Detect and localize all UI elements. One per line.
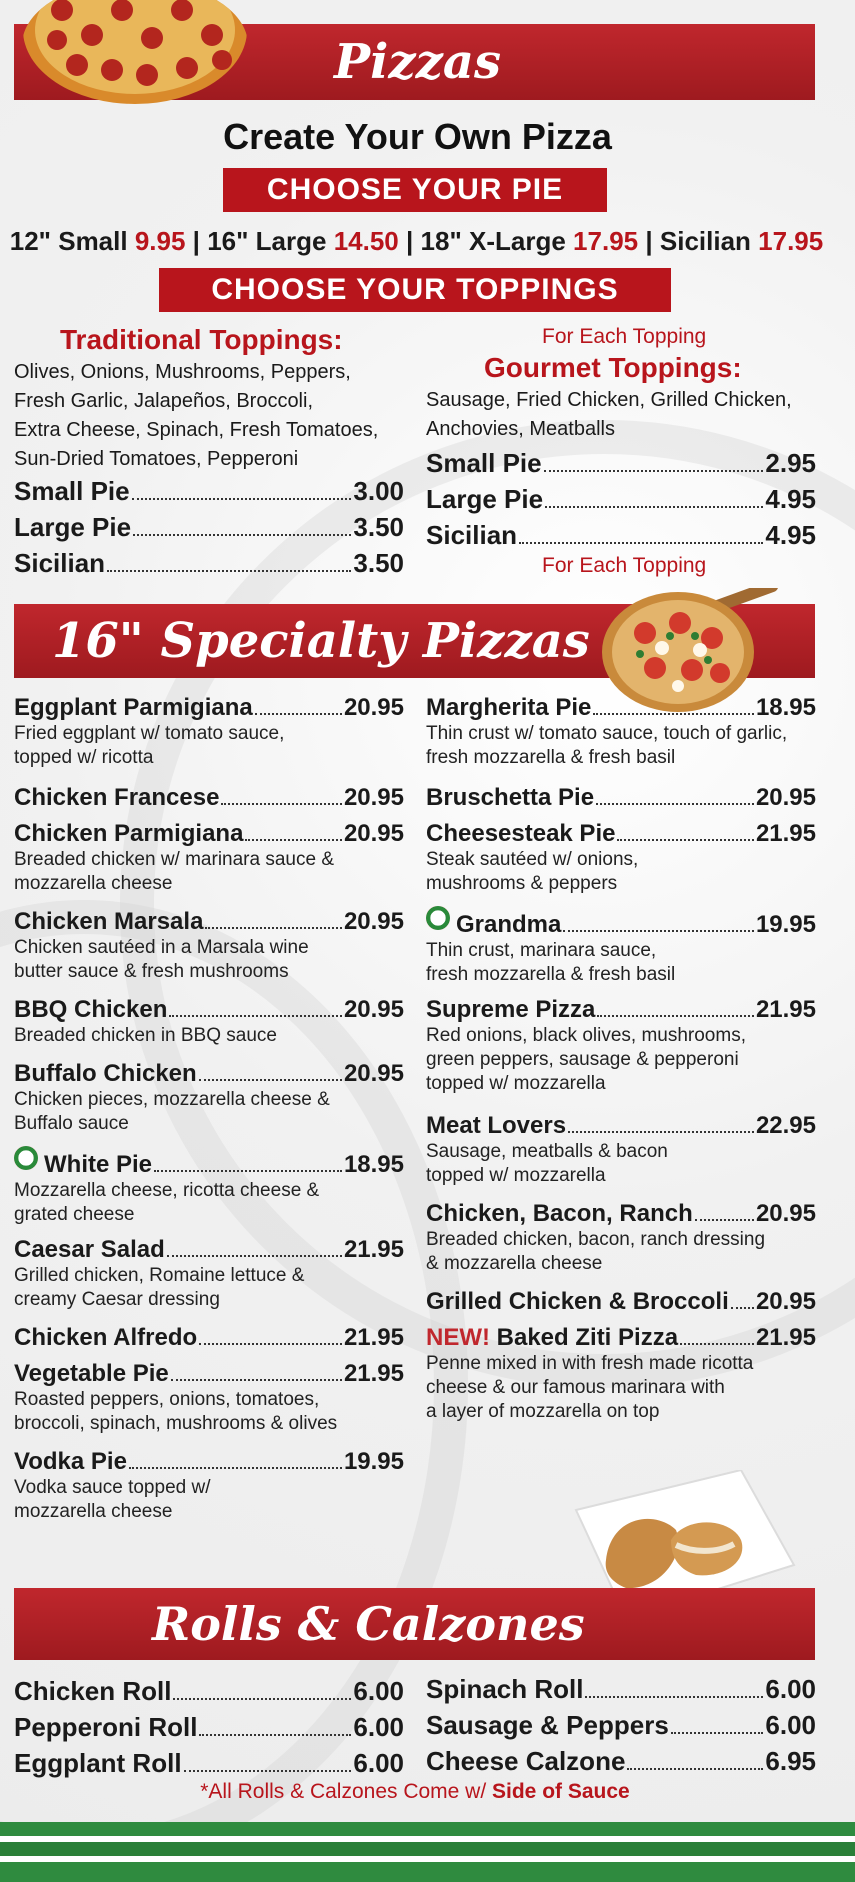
specialty-item-description: topped w/ mozzarella: [426, 1073, 606, 1094]
specialty-item-name: Meat Lovers: [426, 1112, 567, 1139]
separator: |: [645, 226, 653, 256]
gourmet-price-row: [426, 484, 816, 515]
specialty-item-description: broccoli, spinach, mushrooms & olives: [14, 1413, 338, 1434]
specialty-item-head: [14, 820, 404, 848]
item-name: Sausage & Peppers: [426, 1710, 669, 1740]
specialty-item: [426, 1112, 816, 1188]
size-label: Small Pie: [426, 448, 542, 478]
specialty-item-price: 21.95: [343, 1236, 404, 1263]
topping-line: Olives, Onions, Mushrooms, Peppers,: [14, 361, 351, 383]
specialty-item-description: grated cheese: [14, 1204, 135, 1225]
gourmet-price-row: [426, 448, 816, 479]
price: 6.00: [765, 1710, 816, 1740]
specialty-item-price: 20.95: [343, 784, 404, 811]
specialty-item-name: Eggplant Parmigiana: [14, 694, 253, 721]
specialty-item-price: 22.95: [755, 1112, 816, 1139]
rolls-item: [426, 1674, 816, 1705]
specialty-item-description: Sausage, meatballs & bacon: [426, 1141, 668, 1162]
separator: |: [406, 226, 414, 256]
price: 6.00: [353, 1676, 404, 1706]
specialty-item-name: BBQ Chicken: [14, 996, 168, 1023]
specialty-item-name: White Pie: [44, 1151, 153, 1178]
size-label: Large Pie: [14, 512, 132, 542]
gourmet-toppings-title: Gourmet Toppings:: [484, 352, 742, 383]
specialty-item-head: [426, 996, 816, 1024]
specialty-item-description: Grilled chicken, Romaine lettuce &: [14, 1265, 305, 1286]
specialty-item-description: green peppers, sausage & pepperoni: [426, 1049, 739, 1070]
specialty-item: [426, 1324, 816, 1424]
specialty-item-name: Vodka Pie: [14, 1448, 127, 1475]
traditional-price-row: [14, 476, 404, 507]
specialty-item-description: Thin crust, marinara sauce,: [426, 940, 657, 961]
specialty-item-description: mozzarella cheese: [14, 873, 173, 894]
topping-line: Fresh Garlic, Jalapeños, Broccoli,: [14, 390, 314, 412]
price: 3.00: [353, 476, 404, 506]
sicilian-pie-price: 17.95: [758, 226, 824, 256]
specialty-item-name: Chicken Parmigiana: [14, 820, 244, 847]
note-text: *All Rolls & Calzones Come w/: [200, 1780, 493, 1803]
large-pie-label: 16" Large: [207, 226, 327, 256]
rolls-item: [426, 1746, 816, 1777]
choose-pie-label: CHOOSE YOUR PIE: [223, 168, 607, 212]
specialty-item-price: 20.95: [343, 820, 404, 847]
specialty-item-name: Baked Ziti Pizza: [496, 1324, 679, 1351]
specialty-item-description: topped w/ ricotta: [14, 747, 154, 768]
specialty-item-description: mozzarella cheese: [14, 1501, 173, 1522]
specialty-item-head: [426, 784, 816, 812]
size-label: Small Pie: [14, 476, 130, 506]
specialty-item: [426, 784, 816, 812]
specialty-item-description: Breaded chicken, bacon, ranch dressing: [426, 1229, 766, 1250]
specialty-item-price: 19.95: [755, 911, 816, 938]
specialty-item-name: Buffalo Chicken: [14, 1060, 197, 1087]
size-label: Large Pie: [426, 484, 544, 514]
specialty-item: [426, 1200, 816, 1276]
specialty-item-description: creamy Caesar dressing: [14, 1289, 220, 1310]
specialty-item: [14, 820, 404, 896]
rolls-item: [14, 1712, 404, 1743]
large-pie-price: 14.50: [333, 226, 399, 256]
specialty-item-head: [14, 1324, 404, 1352]
specialty-item-head: [14, 784, 404, 812]
topping-line: Sausage, Fried Chicken, Grilled Chicken,: [426, 389, 792, 411]
specialty-item-head: [426, 1200, 816, 1228]
specialty-item: [14, 1060, 404, 1136]
separator: |: [192, 226, 200, 256]
specialty-item-head: [426, 694, 816, 722]
item-name: Chicken Roll: [14, 1676, 172, 1706]
specialty-item-head: [14, 694, 404, 722]
specialty-item-price: 21.95: [755, 1324, 816, 1351]
rolls-item: [14, 1676, 404, 1707]
specialty-item-name: Grandma: [456, 911, 562, 938]
specialty-item-head: [14, 1360, 404, 1388]
small-pie-price: 9.95: [134, 226, 186, 256]
specialty-item-head: [14, 908, 404, 936]
rolls-sauce-note: [0, 1780, 830, 1804]
specialty-item-name: Grilled Chicken & Broccoli: [426, 1288, 729, 1315]
bottom-stripes: [0, 1822, 855, 1882]
specialty-item: [426, 996, 816, 1096]
specialty-item-price: 20.95: [343, 694, 404, 721]
price: 4.95: [765, 484, 816, 514]
specialty-item: [14, 908, 404, 984]
item-name: Cheese Calzone: [426, 1746, 626, 1776]
topping-line: Anchovies, Meatballs: [426, 418, 615, 440]
price: 6.00: [765, 1674, 816, 1704]
note-emphasis: Side of Sauce: [492, 1780, 630, 1803]
item-name: Eggplant Roll: [14, 1748, 182, 1778]
specialty-badge-icon: [426, 906, 450, 930]
specialty-item-description: Steak sautéed w/ onions,: [426, 849, 639, 870]
specialty-item-description: Buffalo sauce: [14, 1113, 129, 1134]
specialty-item-name: Chicken Marsala: [14, 908, 204, 935]
specialty-item-head: [426, 1112, 816, 1140]
for-each-topping-note: For Each Topping: [542, 554, 707, 577]
specialty-item-name: Chicken Alfredo: [14, 1324, 198, 1351]
specialty-item-price: 20.95: [343, 908, 404, 935]
specialty-item: [426, 694, 816, 770]
specialty-item-description: a layer of mozzarella on top: [426, 1401, 660, 1422]
specialty-item-head: [14, 1236, 404, 1264]
rolls-item: [426, 1710, 816, 1741]
item-name: Pepperoni Roll: [14, 1712, 198, 1742]
gourmet-toppings-list: [426, 386, 792, 444]
specialty-item-description: mushrooms & peppers: [426, 873, 618, 894]
specialty-item: [14, 784, 404, 812]
specialty-item-head: [426, 1324, 816, 1352]
rolls-title: Rolls & Calzones: [152, 1597, 585, 1651]
item-name: Spinach Roll: [426, 1674, 584, 1704]
size-label: Sicilian: [426, 520, 518, 550]
specialty-item-name: Cheesesteak Pie: [426, 820, 616, 847]
traditional-price-row: [14, 548, 404, 579]
specialty-item-description: Mozzarella cheese, ricotta cheese &: [14, 1180, 320, 1201]
specialty-item: [426, 908, 816, 987]
specialty-item-name: Margherita Pie: [426, 694, 592, 721]
specialty-item-name: Vegetable Pie: [14, 1360, 169, 1387]
specialty-item-head: [14, 1060, 404, 1088]
specialty-item-description: Chicken pieces, mozzarella cheese &: [14, 1089, 330, 1110]
for-each-topping-note: For Each Topping: [542, 325, 707, 348]
price: 2.95: [765, 448, 816, 478]
specialty-item-name: Chicken Francese: [14, 784, 220, 811]
specialty-item-description: Roasted peppers, onions, tomatoes,: [14, 1389, 320, 1410]
specialty-item: [14, 1324, 404, 1352]
price: 3.50: [353, 512, 404, 542]
topping-line: Sun-Dried Tomatoes, Pepperoni: [14, 448, 299, 470]
specialty-item-head: [14, 1148, 404, 1179]
topping-line: Extra Cheese, Spinach, Fresh Tomatoes,: [14, 419, 379, 441]
specialty-item: [14, 694, 404, 770]
gourmet-price-row: [426, 520, 816, 551]
rolls-banner: [14, 1588, 815, 1660]
specialty-item-price: 21.95: [755, 820, 816, 847]
specialty-item-description: cheese & our famous marinara with: [426, 1377, 725, 1398]
xl-pie-label: 18" X-Large: [420, 226, 566, 256]
rolls-item: [14, 1748, 404, 1779]
price: 3.50: [353, 548, 404, 578]
specialty-item-head: [426, 820, 816, 848]
specialty-item-price: 21.95: [755, 996, 816, 1023]
specialty-title: 16" Specialty Pizzas: [52, 613, 590, 669]
specialty-item-price: 20.95: [755, 1200, 816, 1227]
specialty-item-price: 21.95: [343, 1360, 404, 1387]
specialty-item-price: 20.95: [343, 996, 404, 1023]
price: 6.00: [353, 1748, 404, 1778]
specialty-item-description: Fried eggplant w/ tomato sauce,: [14, 723, 285, 744]
xl-pie-price: 17.95: [573, 226, 639, 256]
traditional-price-row: [14, 512, 404, 543]
specialty-item: [14, 1448, 404, 1524]
price: 6.95: [765, 1746, 816, 1776]
specialty-item-head: [14, 996, 404, 1024]
specialty-badge-icon: [14, 1146, 38, 1170]
specialty-item-description: butter sauce & fresh mushrooms: [14, 961, 289, 982]
specialty-item-name: Bruschetta Pie: [426, 784, 595, 811]
specialty-item-description: Chicken sautéed in a Marsala wine: [14, 937, 309, 958]
size-label: Sicilian: [14, 548, 106, 578]
specialty-item-head: [426, 1288, 816, 1316]
specialty-item-head: [426, 908, 816, 939]
specialty-item-description: & mozzarella cheese: [426, 1253, 603, 1274]
specialty-item-price: 19.95: [343, 1448, 404, 1475]
specialty-item-name: Chicken, Bacon, Ranch: [426, 1200, 693, 1227]
specialty-item-price: 18.95: [755, 694, 816, 721]
specialty-item-description: Thin crust w/ tomato sauce, touch of garlic,: [426, 723, 788, 744]
pie-sizes-line: [0, 226, 833, 257]
specialty-item-price: 20.95: [343, 1060, 404, 1087]
specialty-item: [426, 820, 816, 896]
sicilian-pie-label: Sicilian: [659, 226, 751, 256]
specialty-item: [14, 1236, 404, 1312]
specialty-item-price: 20.95: [755, 1288, 816, 1315]
specialty-item-name: Caesar Salad: [14, 1236, 165, 1263]
specialty-item-description: Red onions, black olives, mushrooms,: [426, 1025, 746, 1046]
traditional-toppings-title: Traditional Toppings:: [60, 324, 343, 355]
specialty-item-name: Supreme Pizza: [426, 996, 596, 1023]
pizzas-title: Pizzas: [334, 34, 501, 90]
specialty-item-description: fresh mozzarella & fresh basil: [426, 747, 676, 768]
price: 6.00: [353, 1712, 404, 1742]
small-pie-label: 12" Small: [9, 226, 128, 256]
specialty-item-price: 20.95: [755, 784, 816, 811]
specialty-item: [14, 1148, 404, 1227]
specialty-item-price: 18.95: [343, 1151, 404, 1178]
choose-toppings-label: CHOOSE YOUR TOPPINGS: [159, 268, 671, 312]
new-tag: NEW!: [426, 1324, 490, 1351]
specialty-item-head: [14, 1448, 404, 1476]
specialty-item: [14, 1360, 404, 1436]
price: 4.95: [765, 520, 816, 550]
create-title: Create Your Own Pizza: [223, 116, 612, 157]
specialty-item: [14, 996, 404, 1048]
traditional-toppings-list: [14, 358, 378, 474]
specialty-item-description: fresh mozzarella & fresh basil: [426, 964, 676, 985]
specialty-item-price: 21.95: [343, 1324, 404, 1351]
specialty-item-description: Penne mixed in with fresh made ricotta: [426, 1353, 754, 1374]
specialty-item: [426, 1288, 816, 1316]
specialty-item-description: topped w/ mozzarella: [426, 1165, 606, 1186]
specialty-item-description: Breaded chicken w/ marinara sauce &: [14, 849, 334, 870]
specialty-item-description: Breaded chicken in BBQ sauce: [14, 1025, 277, 1046]
specialty-item-description: Vodka sauce topped w/: [14, 1477, 211, 1498]
